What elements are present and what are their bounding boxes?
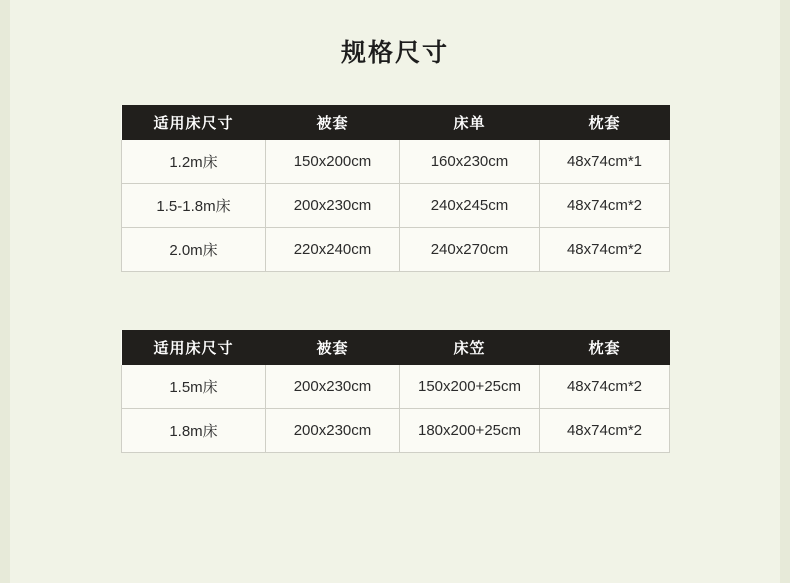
cell-bed-size: 1.5m床 [122,365,266,409]
cell-pillowcase: 48x74cm*2 [540,365,670,409]
cell-duvet-cover: 150x200cm [266,140,400,184]
cell-duvet-cover: 200x230cm [266,365,400,409]
page-title: 规格尺寸 [340,39,449,67]
cell-fitted-sheet: 150x200+25cm [400,365,540,409]
column-header-bed-sheet: 床单 [400,105,540,140]
cell-bed-sheet: 240x245cm [400,184,540,228]
cell-bed-size: 1.8m床 [122,409,266,453]
column-header-pillowcase: 枕套 [540,330,670,365]
column-header-duvet-cover: 被套 [266,330,400,365]
duvet-set-size-table [121,105,670,272]
cell-duvet-cover: 220x240cm [266,228,400,272]
cell-pillowcase: 48x74cm*2 [540,184,670,228]
column-header-pillowcase: 枕套 [540,105,670,140]
table-header-row [122,330,670,365]
column-header-bed-size: 适用床尺寸 [122,105,266,140]
table-row [122,228,670,272]
cell-duvet-cover: 200x230cm [266,184,400,228]
cell-fitted-sheet: 180x200+25cm [400,409,540,453]
column-header-bed-size: 适用床尺寸 [122,330,266,365]
cell-bed-size: 2.0m床 [122,228,266,272]
table-row [122,409,670,453]
left-edge-band [0,0,10,583]
table-row [122,184,670,228]
table-header-row [122,105,670,140]
duvet-set-size-table-wrap [121,105,669,272]
cell-bed-size: 1.2m床 [122,140,266,184]
cell-pillowcase: 48x74cm*2 [540,228,670,272]
cell-duvet-cover: 200x230cm [266,409,400,453]
cell-bed-size: 1.5-1.8m床 [122,184,266,228]
fitted-sheet-set-size-table-wrap [121,330,669,453]
cell-bed-sheet: 240x270cm [400,228,540,272]
fitted-sheet-set-size-table [121,330,670,453]
right-edge-band [780,0,790,583]
column-header-fitted-sheet: 床笠 [400,330,540,365]
cell-pillowcase: 48x74cm*1 [540,140,670,184]
cell-bed-sheet: 160x230cm [400,140,540,184]
column-header-duvet-cover: 被套 [266,105,400,140]
table-row [122,365,670,409]
cell-pillowcase: 48x74cm*2 [540,409,670,453]
table-row [122,140,670,184]
